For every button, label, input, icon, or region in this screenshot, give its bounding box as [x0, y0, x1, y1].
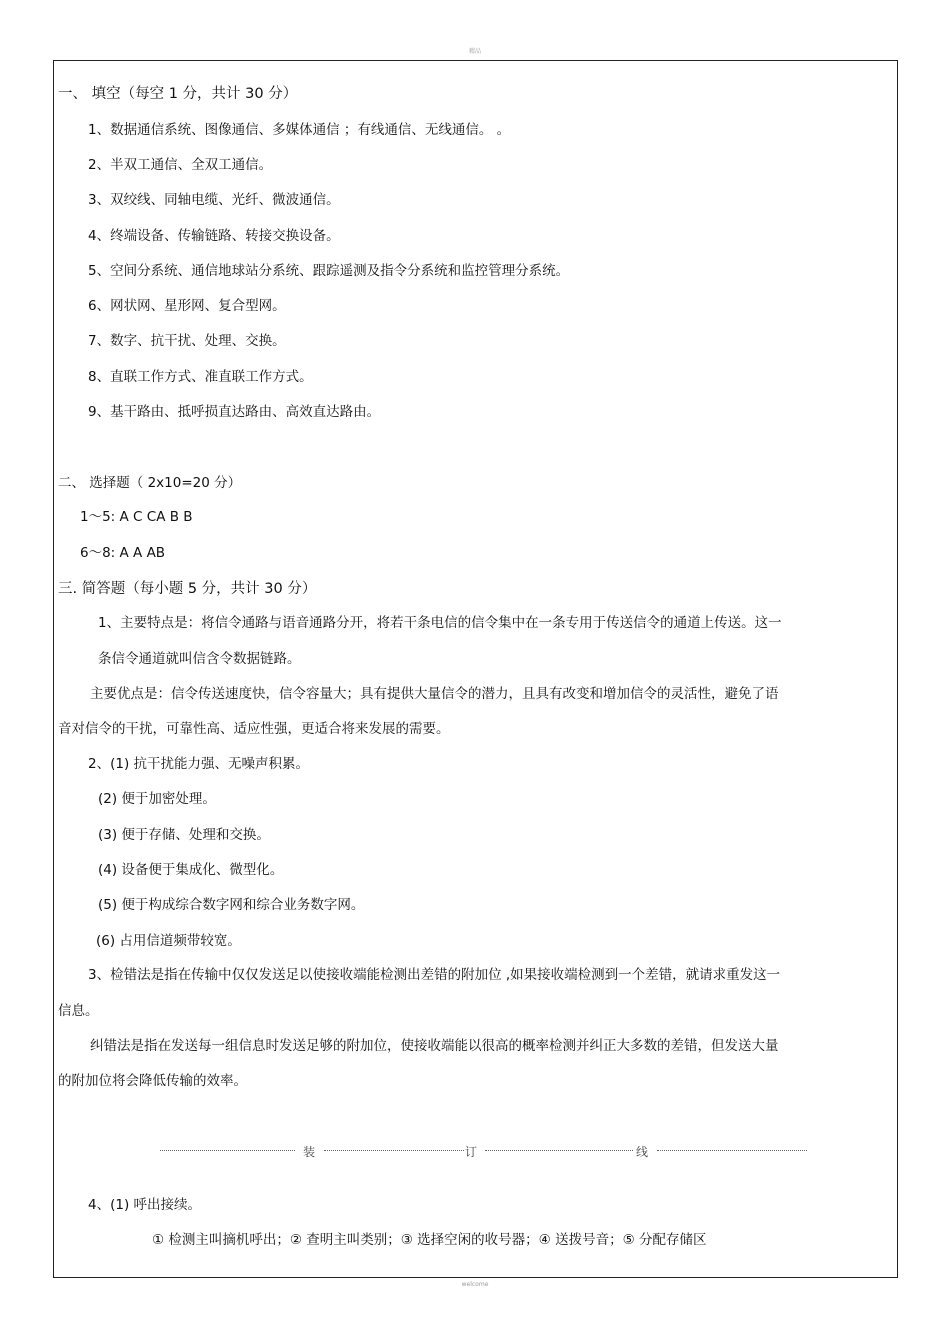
binding-dots: [657, 1150, 807, 1151]
answer-3-line-1: 3、检错法是指在传输中仅仅发送足以使接收端能检测出差错的附加位 ,如果接收端检测到一个差错，就请求重发这一: [88, 967, 781, 983]
fill-item-1: 1、数据通信系统、图像通信、多媒体通信 ；有线通信、无线通信。 。: [88, 122, 511, 138]
section-1-title: 一、 填空（每空 1 分，共计 30 分）: [58, 86, 298, 102]
answer-1-line-1: 1、主要特点是：将信令通路与语音通路分开，将若干条电信的信令集中在一条专用于传送信令的通道上传送。这一: [98, 615, 782, 631]
binding-dots: [324, 1150, 464, 1151]
answer-2-item-5: (5) 便于构成综合数字网和综合业务数字网。: [98, 897, 365, 913]
fill-item-5: 5、空间分系统、通信地球站分系统、跟踪遥测及指令分系统和监控管理分系统。: [88, 263, 570, 279]
choice-answers-1: 1～5: A C CA B B: [80, 509, 193, 525]
fill-item-7: 7、数字、抗干扰、处理、交换。: [88, 333, 286, 349]
answer-4-line-2: ① 检测主叫摘机呼出；② 查明主叫类别；③ 选择空闲的收号器；④ 送拨号音；⑤ 分配存储区: [152, 1232, 707, 1248]
answer-2-item-2: (2) 便于加密处理。: [98, 791, 216, 807]
fill-item-4: 4、终端设备、传输链路、转接交换设备。: [88, 228, 340, 244]
binding-dots: [485, 1150, 633, 1151]
answer-2-item-4: (4) 设备便于集成化、微型化。: [98, 862, 284, 878]
fill-item-6: 6、网状网、星形网、复合型网。: [88, 298, 286, 314]
section-2-title: 二、 选择题（ 2x10=20 分）: [58, 475, 242, 491]
page-header: 精品: [468, 48, 481, 55]
fill-item-9: 9、基干路由、抵呼损直达路由、高效直达路由。: [88, 404, 381, 420]
binding-char-3: 线: [636, 1145, 649, 1159]
binding-line: [160, 1143, 810, 1161]
fill-item-2: 2、半双工通信、全双工通信。: [88, 157, 273, 173]
answer-1-line-2: 条信令通道就叫信含令数据链路。: [98, 651, 301, 667]
answer-3-line-3: 纠错法是指在发送每一组信息时发送足够的附加位，使接收端能以很高的概率检测并纠正大多数的差错，但发送大量: [90, 1038, 779, 1054]
binding-dots: [160, 1150, 295, 1151]
answer-1-advantage-line-1: 主要优点是：信令传送速度快，信令容量大；具有提供大量信令的潜力，且具有改变和增加信令的灵活性，避免了语: [90, 686, 779, 702]
answer-1-advantage-line-2: 音对信令的干扰，可靠性高、适应性强，更适合将来发展的需要。: [58, 721, 450, 737]
answer-2-item-6: (6) 占用信道频带较宽。: [96, 933, 241, 949]
answer-4-line-1: 4、(1) 呼出接续。: [88, 1197, 202, 1213]
fill-item-3: 3、双绞线、同轴电缆、光纤、微波通信。: [88, 192, 340, 208]
binding-char-2: 订: [465, 1145, 478, 1159]
choice-answers-2: 6～8: A A AB: [80, 545, 166, 561]
answer-3-line-4: 的附加位将会降低传输的效率。: [58, 1073, 247, 1089]
answer-2-item-3: (3) 便于存储、处理和交换。: [98, 827, 270, 843]
binding-char-1: 装: [303, 1145, 316, 1159]
page-footer: welcome: [461, 1281, 489, 1288]
answer-2-item-1: 2、(1) 抗干扰能力强、无噪声积累。: [88, 756, 310, 772]
fill-item-8: 8、直联工作方式、准直联工作方式。: [88, 369, 313, 385]
answer-3-line-2: 信息。: [58, 1003, 99, 1019]
section-3-title: 三. 简答题（每小题 5 分，共计 30 分）: [58, 581, 317, 597]
